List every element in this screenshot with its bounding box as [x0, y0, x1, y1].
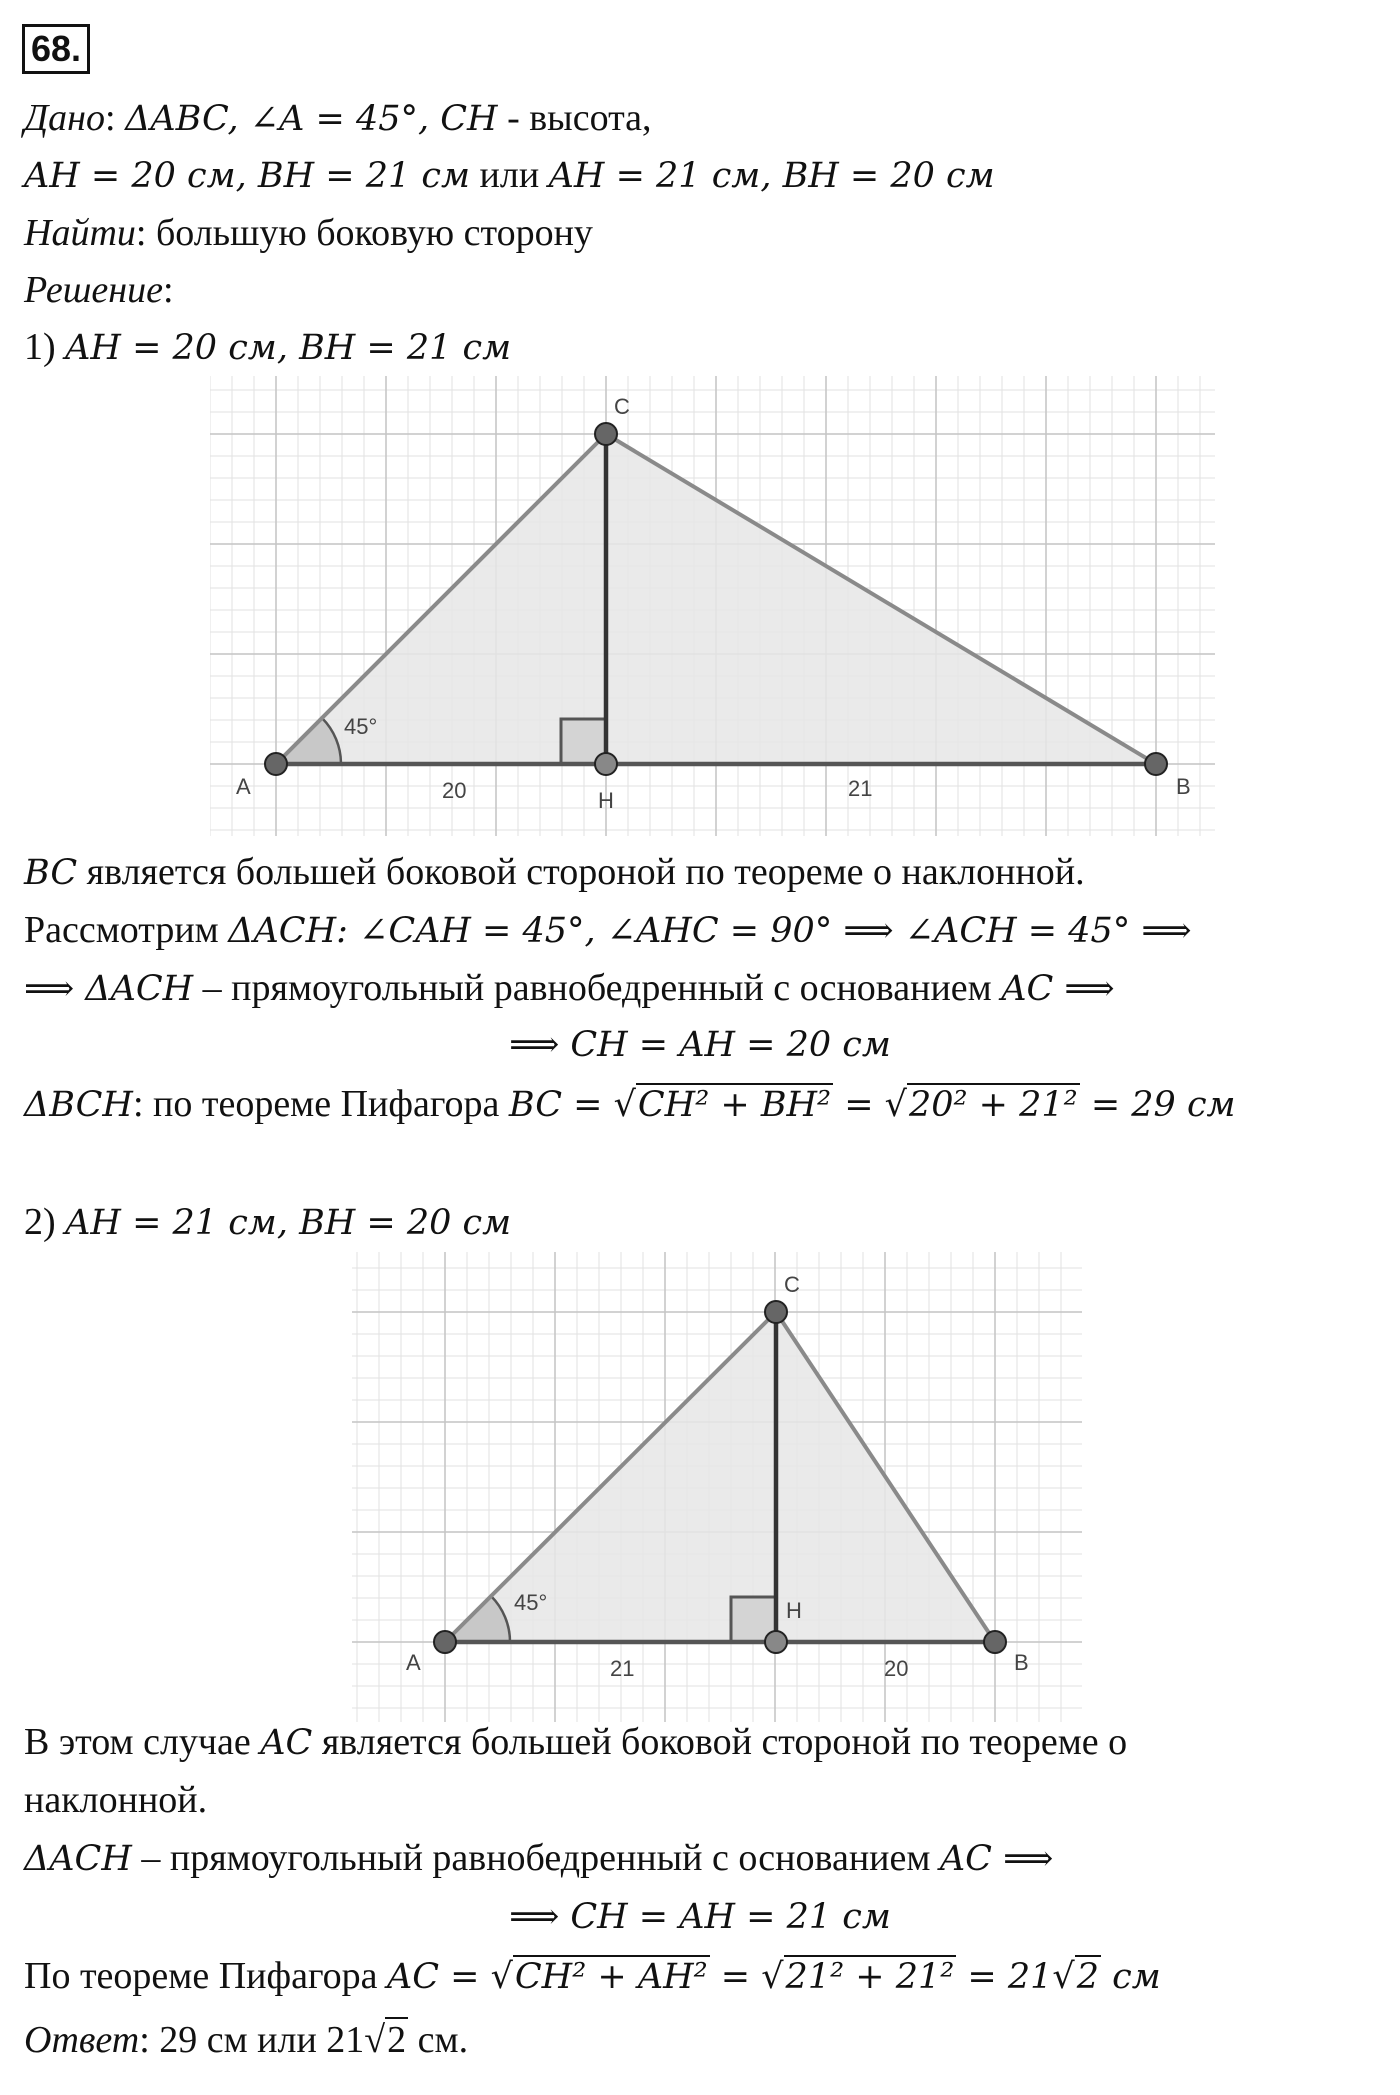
case2-num: 2): [24, 1201, 66, 1243]
case2-text2-math-a: ΔACH: [24, 1839, 132, 1879]
case2-text-1: [24, 1720, 1127, 1765]
find-line: [24, 211, 593, 255]
find-label: Найти: [24, 212, 136, 254]
case2-text4-math-b: = √: [709, 1957, 784, 1997]
point-A: [265, 753, 287, 775]
case2-radicand-3: 2: [1076, 1957, 1099, 1997]
label-A: A: [236, 774, 251, 799]
given-line-2: [24, 153, 995, 198]
point-B: [984, 1631, 1006, 1653]
case1-text5-math-c: = √: [833, 1085, 907, 1125]
case1-text-2: [24, 908, 1192, 953]
case2-text1: является большей боковой стороной по теореме о: [312, 1721, 1128, 1763]
solution-line: Решение:: [24, 269, 174, 311]
case1-num: 1): [24, 326, 66, 368]
case1-header: [24, 325, 511, 370]
case1-text-1: [24, 850, 1085, 895]
case2-text2-math-b: AC ⟹: [939, 1839, 1054, 1879]
given-text-1: - высота,: [497, 97, 652, 139]
point-H: [595, 753, 617, 775]
case2-text1-pre: В этом случае: [24, 1721, 261, 1763]
case1-text4-math: ⟹ CH = AH = 20 см: [509, 1025, 891, 1065]
case2-text4-pre: По теореме Пифагора: [24, 1955, 387, 1997]
case2-text4-math-d: см: [1100, 1957, 1161, 1997]
case2-radicand-2: 21² + 21²: [785, 1957, 955, 1997]
segment-HB-label: 21: [848, 776, 873, 801]
answer-line: [24, 2018, 468, 2062]
case1-text2-pre: Рассмотрим: [24, 909, 229, 951]
case1-text-4: [0, 1022, 1400, 1067]
given-label: Дано: [24, 97, 106, 139]
case1-radicand-1: CH² + BH²: [637, 1085, 832, 1125]
case2-text2: – прямоугольный равнобедренный с основанием: [131, 1837, 940, 1879]
case1-text1-math: BC: [24, 853, 78, 893]
case2-text-4: [24, 1954, 1161, 1999]
point-H: [765, 1631, 787, 1653]
case2-text3-math: ⟹ CH = AH = 21 см: [509, 1897, 891, 1937]
case2-text1-math: AC: [260, 1723, 313, 1763]
case2-figure: [352, 1252, 1082, 1722]
case2-radicand-1: CH² + AH²: [514, 1957, 708, 1997]
case1-text5-math-a: ΔBCH: [24, 1085, 133, 1125]
case1-figure: [210, 376, 1215, 836]
label-B: B: [1014, 1650, 1029, 1675]
case2-header: [24, 1200, 511, 1245]
segment-AH-label: 21: [610, 1656, 635, 1681]
label-A: A: [406, 1650, 421, 1675]
segment-AH-label: 20: [442, 778, 467, 803]
problem-number: 68.: [22, 24, 90, 74]
case2-text4-math-a: AC = √: [386, 1957, 513, 1997]
angle-label: 45°: [344, 714, 378, 739]
label-B: B: [1176, 774, 1191, 799]
case1-text5-math-b: BC = √: [508, 1085, 636, 1125]
case1-text3: – прямоугольный равнобедренный с основанием: [193, 967, 1002, 1009]
case2-text-1b: [24, 1778, 207, 1822]
case2-text4-math-c: = 21√: [956, 1957, 1075, 1997]
answer-radicand: 2: [387, 2019, 407, 2061]
label-C: C: [614, 394, 630, 419]
given-math-2a: AH = 20 см, BH = 21 см: [24, 156, 471, 196]
case1-text5-math-d: = 29 см: [1079, 1085, 1236, 1125]
find-text: : большую боковую сторону: [135, 212, 593, 254]
solution-label: Решение: [24, 269, 163, 311]
label-C: C: [784, 1272, 800, 1297]
case2-text-2: [24, 1836, 1053, 1881]
case1-text5: : по теореме Пифагора: [132, 1083, 509, 1125]
case1-text1: является большей боковой стороной по теореме о наклонной.: [77, 851, 1085, 893]
case1-math: AH = 20 см, BH = 21 см: [65, 328, 512, 368]
point-A: [434, 1631, 456, 1653]
case1-text3-math-a: ⟹ ΔACH: [24, 969, 194, 1009]
case1-text-3: [24, 966, 1115, 1011]
case1-text-5: [24, 1082, 1236, 1127]
point-C: [595, 423, 617, 445]
given-math-2b: AH = 21 см, BH = 20 см: [548, 156, 995, 196]
case2-text-3: [0, 1894, 1400, 1939]
case2-text1b: наклонной.: [24, 1779, 208, 1821]
case1-text2-math: ΔACH: ∠CAH = 45°, ∠AHC = 90° ⟹ ∠ACH = 45° ⟹: [228, 911, 1192, 951]
given-math-1: ΔABC, ∠A = 45°, CH: [125, 99, 498, 139]
given-line-1: Дано: ΔABC, ∠A = 45°, CH - высота,: [24, 97, 652, 139]
point-C: [765, 1301, 787, 1323]
segment-HB-label: 20: [884, 1656, 909, 1681]
answer-text-b: см.: [408, 2019, 469, 2061]
case1-text3-math-b: AC ⟹: [1001, 969, 1115, 1009]
case1-radicand-2: 20² + 21²: [908, 1085, 1078, 1125]
case2-math: AH = 21 см, BH = 20 см: [65, 1203, 512, 1243]
label-H: H: [786, 1598, 802, 1623]
label-H: H: [598, 788, 614, 813]
point-B: [1145, 753, 1167, 775]
answer-text-a: : 29 см или 21√: [139, 2019, 386, 2061]
angle-label: 45°: [514, 1590, 548, 1615]
answer-label: Ответ: [24, 2019, 140, 2061]
given-or: или: [470, 154, 549, 196]
